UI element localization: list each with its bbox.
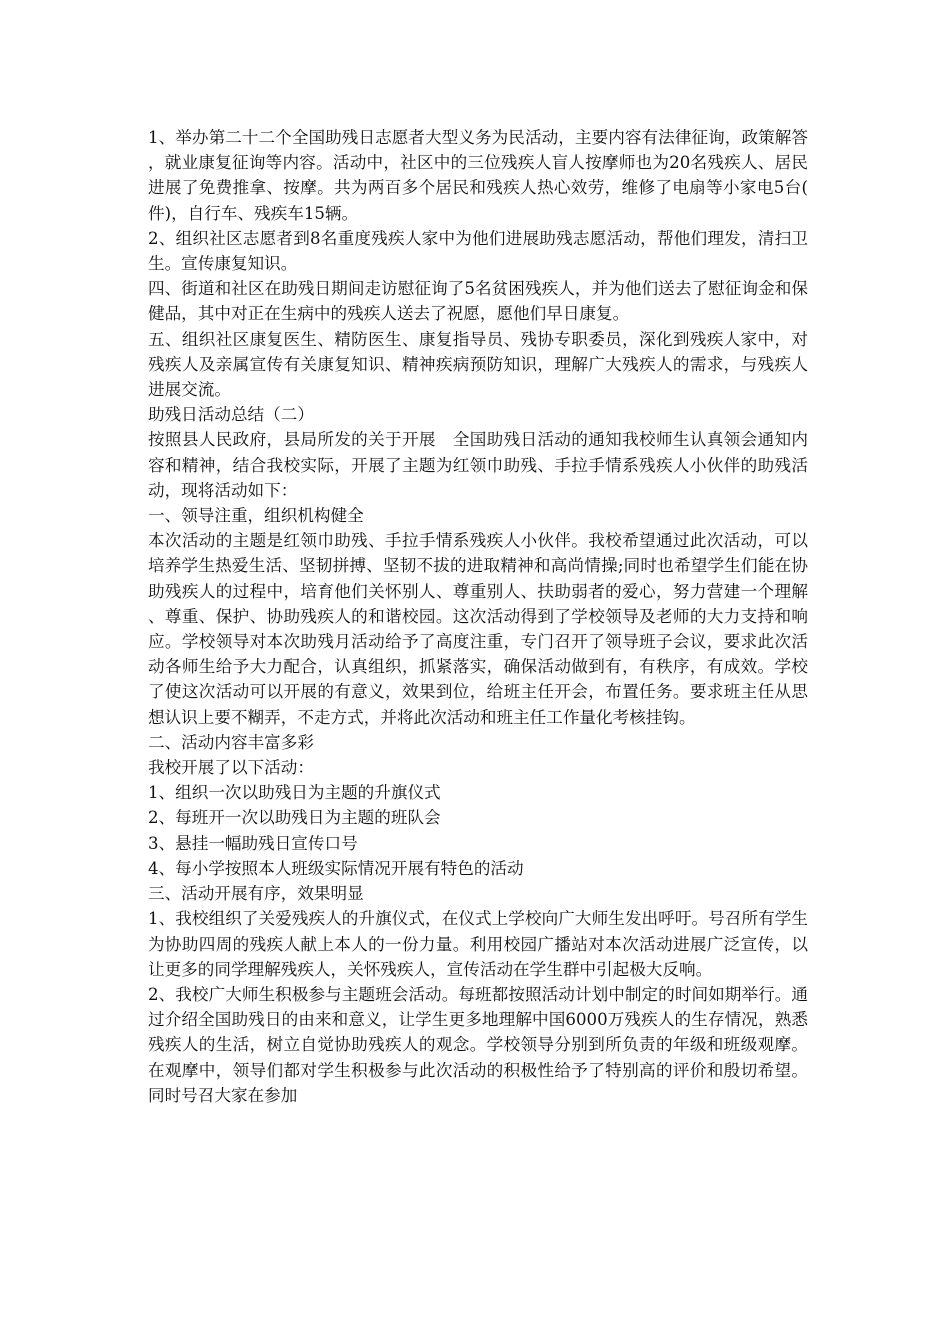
section-heading: 一、领导注重，组织机构健全	[148, 506, 364, 526]
list-item: 2、每班开一次以助残日为主题的班队会	[148, 808, 441, 828]
document-body	[148, 125, 808, 1108]
section-heading: 三、活动开展有序，效果明显	[148, 884, 364, 904]
paragraph: 1、举办第二十二个全国助残日志愿者大型义务为民活动，主要内容有法律征询，政策解答，就业康复征询等内容。活动中，社区中的三位残疾人盲人按摩师也为20名残疾人、居民进展了免费推拿、按摩。共为两百多个居民和残疾人热心效劳，维修了电扇等小家电5台(件)，自行车、残疾车15辆。	[148, 128, 808, 223]
section-heading: 二、活动内容丰富多彩	[148, 732, 314, 752]
list-item: 1、组织一次以助残日为主题的升旗仪式	[148, 783, 441, 803]
paragraph: 1、我校组织了关爱残疾人的升旗仪式，在仪式上学校向广大师生发出呼吁。号召所有学生为协助四周的残疾人献上本人的一份力量。利用校园广播站对本次活动进展广泛宣传，以让更多的同学理解残疾人，关怀残疾人，宣传活动在学生群中引起极大反响。	[148, 909, 808, 979]
paragraph: 五、组织社区康复医生、精防医生、康复指导员、残协专职委员，深化到残疾人家中，对残疾人及亲属宣传有关康复知识、精神疾病预防知识，理解广大残疾人的需求，与残疾人进展交流。	[148, 329, 808, 400]
list-item: 3、悬挂一幅助残日宣传口号	[148, 833, 358, 853]
paragraph: 我校开展了以下活动：	[148, 758, 314, 778]
list-item: 4、每小学按照本人班级实际情况开展有特色的活动	[148, 858, 524, 878]
paragraph: 四、街道和社区在助残日期间走访慰征询了5名贫困残疾人，并为他们送去了慰征询金和保健品，其中对正在生病中的残疾人送去了祝愿，愿他们早日康复。	[148, 279, 808, 324]
paragraph: 2、组织社区志愿者到8名重度残疾人家中为他们进展助残志愿活动，帮他们理发，清扫卫生。宣传康复知识。	[148, 228, 808, 274]
paragraph: 2、我校广大师生积极参与主题班会活动。每班都按照活动计划中制定的时间如期举行。通过介绍全国助残日的由来和意义，让学生更多地理解中国6000万残疾人的生存情况，熟悉残疾人的生活，树立自觉协助残疾人的观念。学校领导分别到所负责的年级和班级观摩。在观摩中，领导们都对学生积极参与此次活动的积极性给予了特别高的评价和殷切希望。同时号召大家在参加	[148, 984, 808, 1105]
section-heading: 助残日活动总结（二）	[148, 405, 314, 425]
paragraph: 按照县人民政府，县局所发的关于开展 全国助残日活动的通知我校师生认真领会通知内容和精神，结合我校实际，开展了主题为红领巾助残、手拉手情系残疾人小伙伴的助残活动，现将活动如下：	[148, 430, 808, 500]
paragraph: 本次活动的主题是红领巾助残、手拉手情系残疾人小伙伴。我校希望通过此次活动，可以培养学生热爱生活、坚韧拼搏、坚韧不拔的进取精神和高尚情操;同时也希望学生们能在协助残疾人的过程中，培育他们关怀别人、尊重别人、扶助弱者的爱心，努力营建一个理解、尊重、保护、协助残疾人的和谐校园。这次活动得到了学校领导及老师的大力支持和响应。学校领导对本次助残月活动给予了高度注重，专门召开了领导班子会议，要求此次活动各师生给予大力配合，认真组织，抓紧落实，确保活动做到有，有秩序，有成效。学校了使这次活动可以开展的有意义，效果到位，给班主任开会，布置任务。要求班主任从思想认识上要不糊弄，不走方式，并将此次活动和班主任工作量化考核挂钩。	[148, 531, 808, 727]
